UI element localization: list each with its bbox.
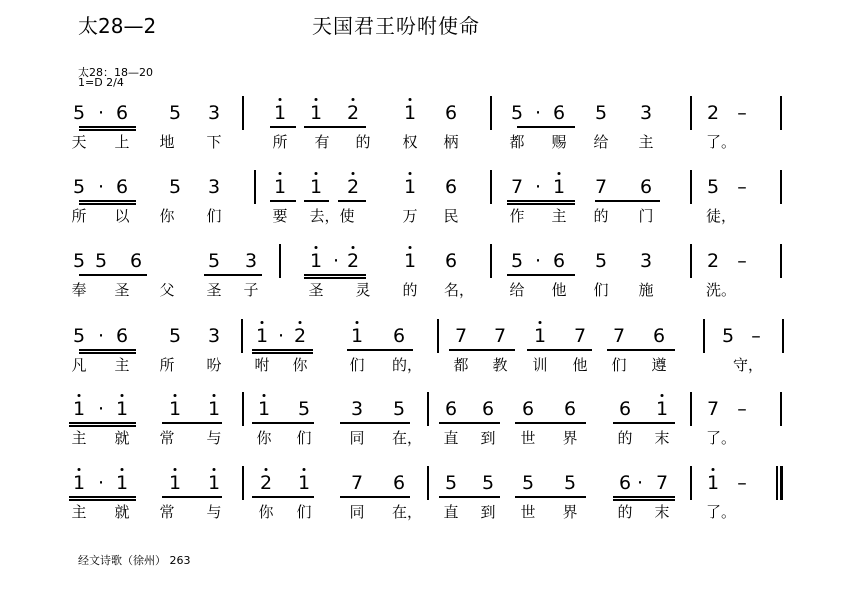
note-digit: 2 — [293, 325, 307, 347]
lyric-syllable: 的 — [593, 207, 609, 225]
note-digit: · — [534, 250, 542, 272]
beam-underline — [79, 203, 136, 205]
end-barline — [780, 466, 783, 500]
beam-underline — [252, 352, 313, 354]
beam-underline — [304, 200, 329, 202]
lyric-syllable: 圣 — [114, 281, 130, 299]
note-digit: 6 — [552, 102, 566, 124]
note-digit: · — [97, 325, 105, 347]
note-digit: 3 — [639, 102, 653, 124]
note-digit: – — [737, 176, 747, 198]
beam-underline — [613, 496, 675, 498]
note-digit: 6 — [392, 472, 406, 494]
lyric-syllable: 吩 — [206, 356, 222, 374]
lyric-syllable: 要 — [272, 207, 288, 225]
lyric-syllable: 给 — [509, 281, 525, 299]
lyric-syllable: 你 — [256, 429, 272, 447]
barline — [490, 96, 492, 130]
note-digit: 7 — [454, 325, 468, 347]
note-digit: 5 — [168, 325, 182, 347]
high-octave-dot — [558, 172, 561, 175]
note-digit: 2 — [346, 176, 360, 198]
barline — [690, 466, 692, 500]
beam-underline — [270, 126, 296, 128]
note-digit: 5 — [481, 472, 495, 494]
hymn-title: 天国君王吩咐使命 — [312, 14, 480, 38]
lyric-syllable: 主 — [71, 503, 87, 521]
high-octave-dot — [78, 468, 81, 471]
high-octave-dot — [213, 468, 216, 471]
note-digit: 3 — [350, 398, 364, 420]
lyric-syllable: 主 — [638, 133, 654, 151]
high-octave-dot — [299, 321, 302, 324]
lyric-syllable: 主 — [71, 429, 87, 447]
beam-underline — [515, 496, 586, 498]
beam-underline — [507, 274, 575, 276]
note-digit: 5 — [168, 176, 182, 198]
note-digit: 6 — [444, 176, 458, 198]
note-digit: 5 — [94, 250, 108, 272]
note-digit: 6 — [115, 176, 129, 198]
beam-underline — [347, 349, 413, 351]
barline — [490, 170, 492, 204]
lyric-syllable: 的 — [402, 281, 418, 299]
beam-underline — [79, 126, 136, 128]
note-digit: 6 — [618, 398, 632, 420]
beam-underline — [316, 126, 366, 128]
barline — [690, 170, 692, 204]
barline — [690, 392, 692, 426]
high-octave-dot — [352, 172, 355, 175]
note-digit: 1 — [207, 398, 221, 420]
high-octave-dot — [356, 321, 359, 324]
lyric-syllable: 主 — [551, 207, 567, 225]
high-octave-dot — [213, 394, 216, 397]
note-digit: 6 — [115, 325, 129, 347]
hymn-code: 太28—2 — [78, 14, 157, 38]
lyric-syllable: 们 — [206, 207, 222, 225]
lyric-syllable: 与 — [206, 503, 222, 521]
beam-underline — [106, 274, 147, 276]
note-digit: 1 — [255, 325, 269, 347]
note-digit: 7 — [350, 472, 364, 494]
end-barline — [780, 244, 782, 278]
note-digit: · — [97, 472, 105, 494]
high-octave-dot — [303, 468, 306, 471]
lyric-syllable: 就 — [114, 429, 130, 447]
lyric-syllable: 末 — [654, 429, 670, 447]
note-digit: 5 — [721, 325, 735, 347]
beam-underline — [515, 422, 586, 424]
lyric-syllable: 在， — [391, 503, 423, 521]
high-octave-dot — [712, 468, 715, 471]
note-digit: 5 — [594, 102, 608, 124]
lyric-syllable: 奉 — [71, 281, 87, 299]
note-digit: 1 — [706, 472, 720, 494]
lyric-syllable: 直 — [443, 503, 459, 521]
beam-underline — [507, 203, 575, 205]
lyric-syllable: 界 — [562, 503, 578, 521]
lyric-syllable: 们 — [349, 356, 365, 374]
lyric-syllable: 门 — [638, 207, 654, 225]
note-digit: 3 — [207, 325, 221, 347]
note-digit: – — [737, 472, 747, 494]
lyric-syllable: 作 — [509, 207, 525, 225]
lyric-syllable: 主 — [114, 356, 130, 374]
note-digit: 5 — [72, 176, 86, 198]
lyric-syllable: 所 — [71, 207, 87, 225]
note-digit: 5 — [594, 250, 608, 272]
note-digit: – — [751, 325, 761, 347]
end-barline — [780, 170, 782, 204]
note-digit: 5 — [72, 250, 86, 272]
note-digit: 6 — [552, 250, 566, 272]
lyric-syllable: 圣 — [308, 281, 324, 299]
high-octave-dot — [121, 394, 124, 397]
barline — [241, 319, 243, 353]
beam-underline — [439, 496, 500, 498]
beam-underline — [449, 349, 515, 351]
note-digit: · — [534, 102, 542, 124]
note-digit: 2 — [706, 102, 720, 124]
note-digit: · — [534, 176, 542, 198]
barline — [242, 466, 244, 500]
note-digit: – — [737, 102, 747, 124]
lyric-syllable: 世 — [520, 503, 536, 521]
beam-underline — [304, 277, 366, 279]
note-digit: 1 — [533, 325, 547, 347]
lyric-syllable: 常 — [159, 429, 175, 447]
lyric-syllable: 地 — [159, 133, 175, 151]
note-digit: 1 — [403, 102, 417, 124]
lyric-syllable: 圣 — [206, 281, 222, 299]
note-digit: 1 — [257, 398, 271, 420]
note-digit: – — [737, 398, 747, 420]
beam-underline — [507, 200, 575, 202]
barline — [242, 96, 244, 130]
lyric-syllable: 的 — [617, 429, 633, 447]
high-octave-dot — [352, 246, 355, 249]
lyric-syllable: 他 — [551, 281, 567, 299]
lyric-syllable: 权 — [402, 133, 418, 151]
lyric-syllable: 你 — [159, 207, 175, 225]
end-barline-thin — [776, 466, 778, 500]
note-digit: 1 — [403, 176, 417, 198]
note-digit: 7 — [510, 176, 524, 198]
beam-underline — [607, 349, 675, 351]
note-digit: 7 — [573, 325, 587, 347]
note-digit: 5 — [72, 102, 86, 124]
lyric-syllable: 去，使 — [309, 207, 355, 225]
barline — [427, 392, 429, 426]
note-digit: 6 — [481, 398, 495, 420]
note-digit: · — [97, 102, 105, 124]
lyric-syllable: 们 — [296, 503, 312, 521]
note-digit: 5 — [297, 398, 311, 420]
note-digit: 3 — [244, 250, 258, 272]
note-digit: 6 — [392, 325, 406, 347]
note-digit: 6 — [652, 325, 666, 347]
note-digit: 1 — [309, 102, 323, 124]
note-digit: 1 — [273, 102, 287, 124]
source-footer: 经文诗歌（徐州） 263 — [78, 554, 191, 567]
note-digit: 2 — [259, 472, 273, 494]
note-digit: 2 — [346, 102, 360, 124]
note-digit: 7 — [493, 325, 507, 347]
high-octave-dot — [409, 246, 412, 249]
lyric-syllable: 所 — [272, 133, 288, 151]
beam-underline — [613, 422, 675, 424]
end-barline — [780, 392, 782, 426]
note-digit: 1 — [350, 325, 364, 347]
beam-underline — [270, 200, 296, 202]
beam-underline — [340, 422, 410, 424]
note-digit: 7 — [706, 398, 720, 420]
beam-underline — [69, 499, 136, 501]
beam-underline — [304, 274, 366, 276]
note-digit: 6 — [444, 250, 458, 272]
lyric-syllable: 灵 — [355, 281, 371, 299]
beam-underline — [69, 422, 136, 424]
lyric-syllable: 你 — [292, 356, 308, 374]
barline — [437, 319, 439, 353]
note-digit: 5 — [392, 398, 406, 420]
high-octave-dot — [409, 172, 412, 175]
note-digit: 7 — [594, 176, 608, 198]
lyric-syllable: 上 — [114, 133, 130, 151]
lyric-syllable: 们 — [593, 281, 609, 299]
note-digit: 1 — [552, 176, 566, 198]
lyric-syllable: 的， — [391, 356, 423, 374]
note-digit: 6 — [639, 176, 653, 198]
note-digit: · — [636, 472, 644, 494]
note-digit: – — [737, 250, 747, 272]
note-digit: 1 — [309, 250, 323, 272]
note-digit: 2 — [346, 250, 360, 272]
high-octave-dot — [279, 98, 282, 101]
lyric-syllable: 下 — [206, 133, 222, 151]
high-octave-dot — [265, 468, 268, 471]
beam-underline — [69, 425, 136, 427]
beam-underline — [613, 499, 675, 501]
lyric-syllable: 与 — [206, 429, 222, 447]
high-octave-dot — [78, 394, 81, 397]
barline — [254, 170, 256, 204]
lyric-syllable: 子 — [243, 281, 259, 299]
lyric-syllable: 施 — [638, 281, 654, 299]
high-octave-dot — [315, 98, 318, 101]
beam-underline — [527, 349, 592, 351]
lyric-syllable: 了。 — [705, 133, 737, 151]
note-digit: 3 — [639, 250, 653, 272]
note-digit: 1 — [655, 398, 669, 420]
lyric-syllable: 民 — [443, 207, 459, 225]
note-digit: 5 — [72, 325, 86, 347]
beam-underline — [439, 422, 500, 424]
lyric-syllable: 就 — [114, 503, 130, 521]
high-octave-dot — [352, 98, 355, 101]
high-octave-dot — [121, 468, 124, 471]
beam-underline — [79, 129, 136, 131]
lyric-syllable: 们 — [611, 356, 627, 374]
high-octave-dot — [661, 394, 664, 397]
lyric-syllable: 所 — [159, 356, 175, 374]
beam-underline — [252, 496, 314, 498]
lyric-syllable: 到 — [480, 503, 496, 521]
beam-underline — [252, 349, 313, 351]
note-digit: 6 — [444, 102, 458, 124]
lyric-syllable: 以 — [114, 207, 130, 225]
lyric-syllable: 遵 — [651, 356, 667, 374]
lyric-syllable: 凡 — [71, 356, 87, 374]
lyric-syllable: 训 — [532, 356, 548, 374]
beam-underline — [79, 200, 136, 202]
note-digit: 5 — [706, 176, 720, 198]
note-digit: 1 — [115, 472, 129, 494]
note-digit: 5 — [168, 102, 182, 124]
lyric-syllable: 他 — [572, 356, 588, 374]
note-digit: · — [332, 250, 340, 272]
lyric-syllable: 赐 — [551, 133, 567, 151]
note-digit: 1 — [72, 398, 86, 420]
lyric-syllable: 你 — [258, 503, 274, 521]
lyric-syllable: 教 — [492, 356, 508, 374]
beam-underline — [79, 352, 136, 354]
high-octave-dot — [279, 172, 282, 175]
beam-underline — [340, 496, 410, 498]
note-digit: · — [97, 176, 105, 198]
barline — [427, 466, 429, 500]
lyric-syllable: 直 — [443, 429, 459, 447]
lyric-syllable: 洗。 — [705, 281, 737, 299]
lyric-syllable: 末 — [654, 503, 670, 521]
lyric-syllable: 到 — [480, 429, 496, 447]
scripture-reference: 太28：18—20 — [78, 66, 153, 79]
note-digit: 5 — [207, 250, 221, 272]
lyric-syllable: 父 — [159, 281, 175, 299]
high-octave-dot — [263, 394, 266, 397]
lyric-syllable: 界 — [562, 429, 578, 447]
lyric-syllable: 世 — [520, 429, 536, 447]
barline — [690, 244, 692, 278]
end-barline — [782, 319, 784, 353]
beam-underline — [69, 496, 136, 498]
note-digit: 1 — [115, 398, 129, 420]
lyric-syllable: 万 — [402, 207, 418, 225]
note-digit: · — [97, 398, 105, 420]
barline — [490, 244, 492, 278]
note-digit: 1 — [273, 176, 287, 198]
note-digit: 7 — [612, 325, 626, 347]
note-digit: 5 — [444, 472, 458, 494]
barline — [690, 96, 692, 130]
beam-underline — [595, 200, 660, 202]
note-digit: 1 — [168, 472, 182, 494]
beam-underline — [162, 496, 222, 498]
high-octave-dot — [539, 321, 542, 324]
high-octave-dot — [261, 321, 264, 324]
barline — [242, 392, 244, 426]
lyric-syllable: 天 — [71, 133, 87, 151]
note-digit: 6 — [563, 398, 577, 420]
note-digit: 6 — [521, 398, 535, 420]
note-digit: 5 — [510, 102, 524, 124]
note-digit: · — [277, 325, 285, 347]
lyric-syllable: 有 — [314, 133, 330, 151]
note-digit: 6 — [129, 250, 143, 272]
barline — [703, 319, 705, 353]
note-digit: 2 — [706, 250, 720, 272]
note-digit: 6 — [444, 398, 458, 420]
high-octave-dot — [409, 98, 412, 101]
high-octave-dot — [315, 172, 318, 175]
lyric-syllable: 给 — [593, 133, 609, 151]
note-digit: 5 — [510, 250, 524, 272]
note-digit: 6 — [115, 102, 129, 124]
lyric-syllable: 咐 — [254, 356, 270, 374]
end-barline — [780, 96, 782, 130]
lyric-syllable: 常 — [159, 503, 175, 521]
lyric-syllable: 了。 — [705, 429, 737, 447]
beam-underline — [162, 422, 222, 424]
high-octave-dot — [315, 246, 318, 249]
note-digit: 6 — [618, 472, 632, 494]
beam-underline — [204, 274, 262, 276]
note-digit: 3 — [207, 102, 221, 124]
lyric-syllable: 们 — [296, 429, 312, 447]
key-signature: 1=D 2/4 — [78, 76, 124, 89]
note-digit: 7 — [655, 472, 669, 494]
note-digit: 1 — [207, 472, 221, 494]
lyric-syllable: 都 — [509, 133, 525, 151]
note-digit: 1 — [72, 472, 86, 494]
note-digit: 1 — [297, 472, 311, 494]
lyric-syllable: 守， — [732, 356, 764, 374]
note-digit: 3 — [207, 176, 221, 198]
note-digit: 1 — [309, 176, 323, 198]
lyric-syllable: 同 — [349, 503, 365, 521]
lyric-syllable: 都 — [453, 356, 469, 374]
beam-underline — [517, 126, 575, 128]
lyric-syllable: 的 — [617, 503, 633, 521]
lyric-syllable: 在， — [391, 429, 423, 447]
lyric-syllable: 了。 — [705, 503, 737, 521]
note-digit: 5 — [521, 472, 535, 494]
note-digit: 1 — [168, 398, 182, 420]
lyric-syllable: 柄 — [443, 133, 459, 151]
high-octave-dot — [174, 394, 177, 397]
high-octave-dot — [174, 468, 177, 471]
lyric-syllable: 同 — [349, 429, 365, 447]
beam-underline — [338, 200, 366, 202]
lyric-syllable: 徒， — [705, 207, 737, 225]
barline — [279, 244, 281, 278]
beam-underline — [79, 349, 136, 351]
lyric-syllable: 名， — [443, 281, 475, 299]
note-digit: 5 — [563, 472, 577, 494]
note-digit: 1 — [403, 250, 417, 272]
beam-underline — [252, 422, 314, 424]
lyric-syllable: 的 — [355, 133, 371, 151]
